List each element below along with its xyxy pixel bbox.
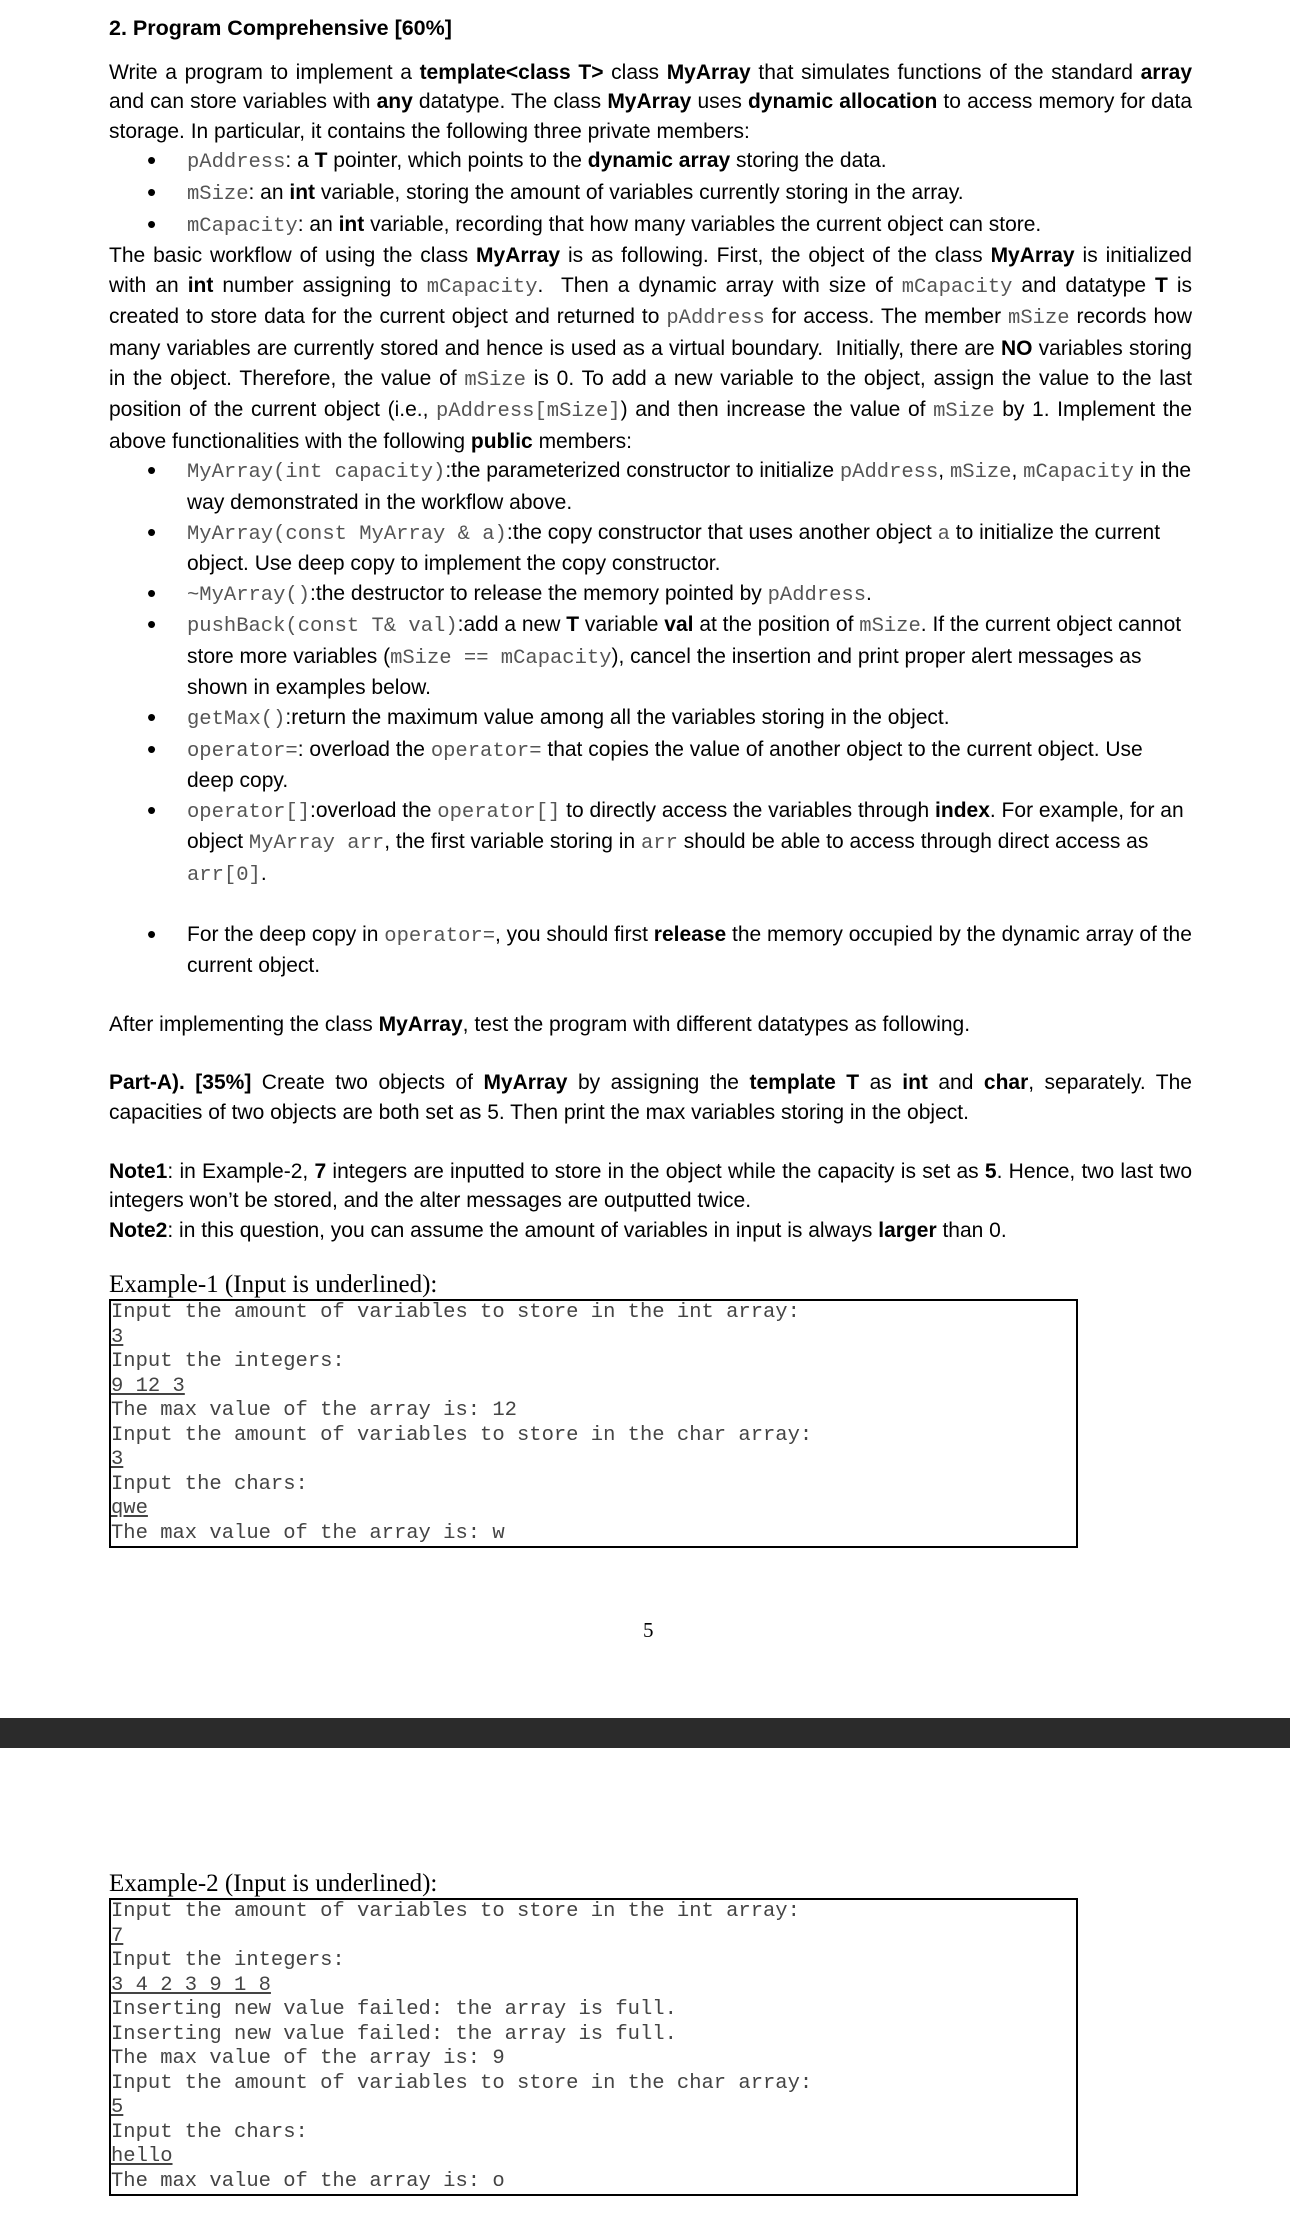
intro-paragraph: Write a program to implement a template<class T> class MyArray that simulates functions of the standard array and can store variables with any datatype. The class MyArray uses dynamic allocation to access memory for data storage. In particular, it contains the following three private members: <box>109 60 1193 143</box>
page-number: 5 <box>643 1618 654 1642</box>
console-input-line: 9 12 3 <box>111 1374 185 1398</box>
console-input-line: hello <box>111 2145 173 2168</box>
list-item: • MyArray(const MyArray & a):the copy constructor that uses another object a to initialize the current object. Use deep copy to implement the copy constructor. <box>109 518 1192 579</box>
console-output-line: Inserting new value failed: the array is full. <box>111 1998 677 2021</box>
console-input-line: 5 <box>111 2096 124 2119</box>
document-body <box>109 14 1192 1548</box>
section-heading: 2. Program Comprehensive [60%] <box>109 16 452 40</box>
console-output-line: Input the amount of variables to store in the char array: <box>111 1423 813 1447</box>
list-item: • mSize: an int variable, storing the amount of variables currently storing in the array. <box>109 178 1192 210</box>
console-output-line: Input the amount of variables to store in the int array: <box>111 1301 800 1325</box>
list-item: • getMax():return the maximum value among all the variables storing in the object. <box>109 703 1192 735</box>
console-output-line: Input the chars: <box>111 2120 308 2144</box>
note1-paragraph: Note1: in Example-2, 7 integers are inputted to store in the object while the capacity is set as 5. Hence, two last two integers won’t be stored, and the alter messages are outputted twice. <box>109 1159 1192 1213</box>
part-a-paragraph: Part-A). [35%] Create two objects of MyArray by assigning the template T as int and char, separately. The capacities of two objects are both set as 5. Then print the max variables storing in the object. <box>109 1071 1192 1124</box>
list-item: • pAddress: a T pointer, which points to the dynamic array storing the data. <box>109 146 1192 178</box>
console-input-line: 7 <box>111 1924 124 1948</box>
after-paragraph: After implementing the class MyArray, test the program with different datatypes as following. <box>109 1012 971 1036</box>
list-item: • ~MyArray():the destructor to release the memory pointed by pAddress. <box>109 579 1192 611</box>
page-2 <box>109 1870 1192 2196</box>
console-output-line: The max value of the array is: o <box>111 2169 505 2193</box>
deep-copy-note-list <box>109 920 1192 981</box>
console-input-line: 3 <box>111 1325 124 1349</box>
console-input-line: 3 <box>111 1448 124 1472</box>
example2-console <box>109 1898 1078 2196</box>
console-output-line: Input the amount of variables to store in the char array: <box>111 2071 813 2095</box>
example2-title: Example-2 (Input is underlined): <box>109 1870 438 1897</box>
console-output-line: The max value of the array is: 12 <box>111 1399 517 1423</box>
list-item: • MyArray(int capacity):the parameterized constructor to initialize pAddress, mSize, mCapacity in the way demonstrated in the workflow above. <box>109 456 1192 517</box>
list-item: • pushBack(const T& val):add a new T variable val at the position of mSize. If the current object cannot store more variables (mSize == mCapacity), cancel the insertion and print proper alert messages as shown in examples below. <box>109 610 1192 703</box>
console-output-line: The max value of the array is: 9 <box>111 2047 505 2070</box>
example1-console <box>109 1299 1078 1548</box>
private-members-list <box>109 146 1192 241</box>
list-item: • operator=: overload the operator= that copies the value of another object to the current object. Use deep copy. <box>109 735 1192 796</box>
list-item: • For the deep copy in operator=, you should first release the memory occupied by the dynamic array of the current object. <box>109 920 1192 981</box>
console-input-line: 3 4 2 3 9 1 8 <box>111 1973 271 1997</box>
console-output-line: Input the amount of variables to store in the int array: <box>111 1900 800 1923</box>
example1-title: Example-1 (Input is underlined): <box>109 1271 438 1299</box>
list-item: • operator[]:overload the operator[] to directly access the variables through index. For example, for an object MyArray arr, the first variable storing in arr should be able to access through direct access as arr[0]. <box>109 796 1192 891</box>
console-output-line: Input the integers: <box>111 1949 345 1972</box>
note2-paragraph: Note2: in this question, you can assume the amount of variables in input is always larger than 0. <box>109 1218 1007 1242</box>
console-output-line: The max value of the array is: w <box>111 1521 505 1545</box>
public-members-list <box>109 456 1192 890</box>
page-separator <box>0 1718 1290 1748</box>
console-output-line: Input the chars: <box>111 1472 308 1496</box>
console-input-line: qwe <box>111 1497 148 1521</box>
console-output-line: Inserting new value failed: the array is full. <box>111 2022 677 2046</box>
console-output-line: Input the integers: <box>111 1350 345 1374</box>
list-item: • mCapacity: an int variable, recording that how many variables the current object can store. <box>109 210 1192 242</box>
workflow-paragraph: The basic workflow of using the class MyArray is as following. First, the object of the class MyArray is initialized with an int number assigning to mCapacity. Then a dynamic array with size of mCapacity and datatype T is created to store data for the current object and returned to pAddress for access. The member mSize records how many variables are currently stored and hence is used as a virtual boundary. Initially, there are NO variables storing in the object. Therefore, the value of mSize is 0. To add a new variable to the object, assign the value to the last position of the current object (i.e., pAddress[mSize]) and then increase the value of mSize by 1. Implement the above functionalities with the following public members: <box>109 244 1193 453</box>
